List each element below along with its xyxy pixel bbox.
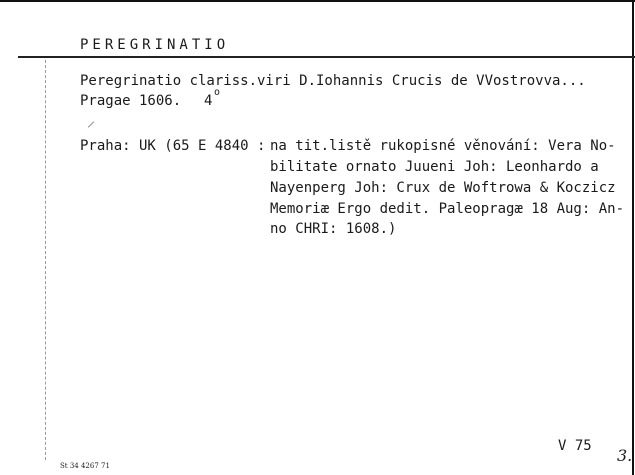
print-code: St 34 4267 71 — [60, 462, 110, 470]
note-line-4: Memoriæ Ergo dedit. Paleopragæ 18 Aug: An- — [270, 201, 625, 217]
title-line-1: Peregrinatio clariss.viri D.Iohannis Crucis de VVostrovva... — [80, 73, 586, 89]
note-line-3: Nayenperg Joh: Crux de Woftrowa & Koczicz — [270, 180, 616, 196]
format-degree: o — [214, 87, 221, 98]
card-heading: PEREGRINATIO — [80, 37, 230, 53]
handwritten-number: 3. — [617, 446, 633, 465]
note-line-2: bilitate ornato Juueni Joh: Leonhardo a — [270, 159, 599, 175]
title-line-2: Pragae 1606. — [80, 93, 182, 109]
shelfmark: V 75 — [558, 438, 592, 454]
pencil-tick-mark — [88, 121, 94, 127]
heading-rule — [18, 56, 635, 58]
format: 4 — [204, 93, 213, 109]
holding-location: Praha: UK (65 E 4840 : — [80, 138, 266, 154]
card-right-edge — [632, 0, 634, 475]
card-top-edge — [0, 0, 635, 2]
note-line-1: na tit.listě rukopisné věnování: Vera No- — [270, 138, 616, 154]
card-left-margin-line — [45, 60, 46, 460]
note-line-5: no CHRI: 1608.) — [270, 221, 397, 237]
